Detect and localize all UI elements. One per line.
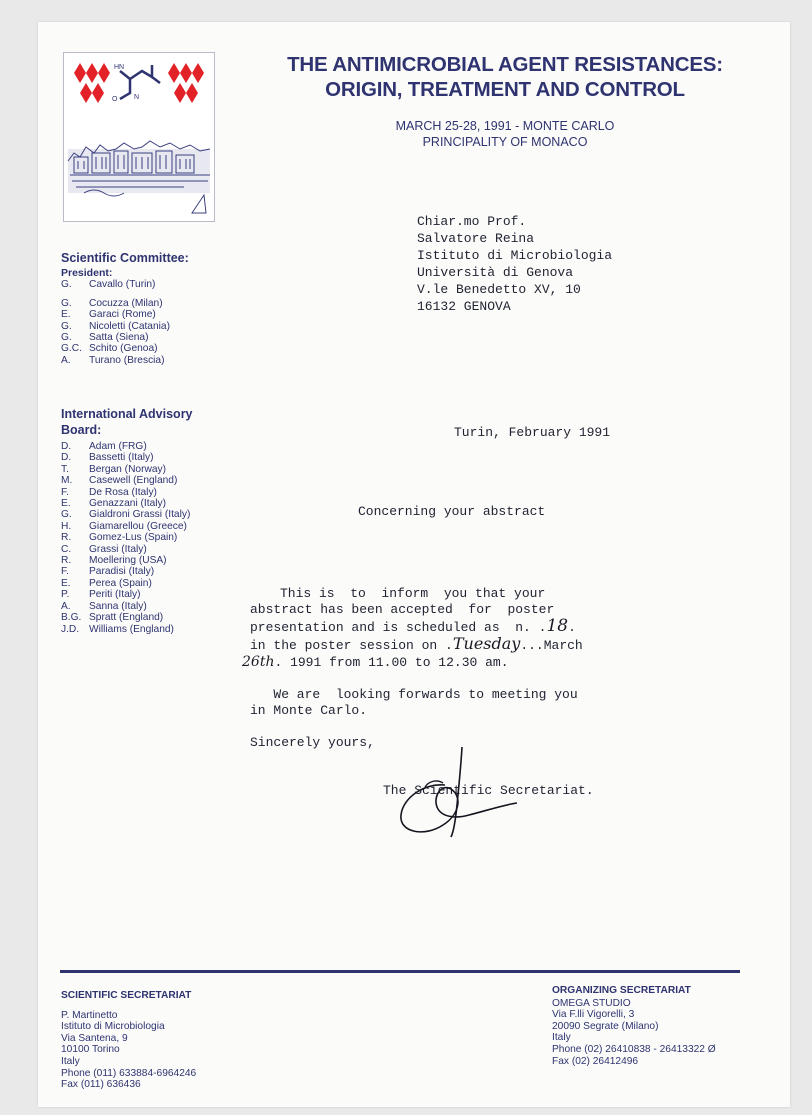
body-line-7: in Monte Carlo. [250, 703, 368, 718]
body-line-4-text: in the poster session on . [250, 638, 453, 653]
address-line: Chiar.mo Prof. [417, 214, 527, 229]
closing: Sincerely yours, [250, 735, 375, 750]
member-entry [61, 589, 193, 600]
conference-title-line-1: THE ANTIMICROBIAL AGENT RESISTANCES: [287, 53, 723, 76]
body-line-4 [250, 636, 654, 654]
body-line-6: We are looking forwards to meeting you [250, 687, 578, 702]
member-name: Cavallo (Turin) [89, 279, 156, 291]
address-line: Università di Genova [417, 265, 574, 280]
logo-letter-hn: HN [114, 64, 125, 71]
member-initial: M. [61, 475, 73, 487]
member-entry [61, 532, 193, 543]
conference-dates: MARCH 25-28, 1991 - MONTE CARLO [395, 119, 615, 133]
member-name: Giamarellou (Greece) [89, 520, 187, 532]
member-name: Gomez-Lus (Spain) [89, 532, 178, 544]
conference-details [340, 118, 670, 150]
member-initial: P. [61, 589, 70, 601]
address-line: V.le Benedetto XV, 10 [417, 282, 581, 297]
member-initial: G. [61, 279, 72, 291]
president-entry [61, 279, 189, 290]
conference-logo [63, 52, 215, 222]
footer-line: P. Martinetto [61, 1009, 118, 1021]
advisory-members [61, 441, 193, 635]
member-entry [61, 521, 193, 532]
member-name: Genazzani (Italy) [89, 498, 167, 510]
scientific-secretariat [61, 990, 196, 1091]
member-entry [61, 601, 193, 612]
member-entry [61, 298, 189, 309]
member-initial: A. [61, 354, 71, 366]
member-initial: G. [61, 297, 72, 309]
advisory-heading-line-2: Board: [61, 423, 102, 437]
member-entry [61, 332, 189, 343]
member-initial: R. [61, 532, 72, 544]
body-line-3-end: . [568, 620, 576, 635]
member-entry [61, 555, 193, 566]
body-line-4-end: ...March [520, 638, 583, 653]
member-name: De Rosa (Italy) [89, 486, 157, 498]
letter-subject: Concerning your abstract [358, 504, 546, 519]
member-initial: D. [61, 452, 72, 464]
president-label: President: [61, 267, 113, 279]
address-line: 16132 GENOVA [417, 299, 511, 314]
committee-heading: Scientific Committee: [61, 251, 189, 265]
advisory-board [61, 406, 193, 635]
conference-place: PRINCIPALITY OF MONACO [422, 135, 588, 149]
member-entry [61, 612, 193, 623]
member-name: Grassi (Italy) [89, 543, 147, 555]
member-initial: E. [61, 577, 71, 589]
member-entry [61, 452, 193, 463]
member-name: Adam (FRG) [89, 441, 147, 452]
address-line: Salvatore Reina [417, 231, 535, 246]
body-line-5 [242, 654, 654, 671]
member-initial: R. [61, 555, 72, 567]
signature-line: The Scientific Secretariat. [383, 783, 594, 798]
molecule-icon [120, 65, 160, 99]
member-initial: G. [61, 320, 72, 332]
member-initial: G. [61, 332, 72, 344]
member-entry [61, 309, 189, 320]
member-initial: E. [61, 309, 71, 321]
scientific-committee [61, 250, 189, 366]
handwritten-date: 26th [242, 654, 275, 670]
member-entry [61, 355, 189, 366]
member-name: Turano (Brescia) [89, 354, 165, 366]
footer-line: Fax (011) 636436 [61, 1079, 141, 1091]
advisory-heading-line-1: International Advisory [61, 407, 193, 421]
footer-line: OMEGA STUDIO [552, 997, 631, 1009]
organizing-secretariat-lines [552, 998, 716, 1068]
advisory-heading [61, 406, 193, 438]
sketch-shading [68, 149, 210, 193]
footer-line: Phone (02) 26410838 - 26413322 Ø [552, 1043, 716, 1055]
red-diamonds-right-icon [168, 63, 204, 103]
footer-line: Fax (02) 26412496 [552, 1055, 639, 1067]
member-entry [61, 321, 189, 332]
logo-letter-n: N [134, 94, 140, 101]
footer-line: Italy [61, 1055, 80, 1067]
member-name: Paradisi (Italy) [89, 566, 155, 578]
member-entry [61, 566, 193, 577]
footer-line: 10100 Torino [61, 1044, 120, 1056]
member-name: Moellering (USA) [89, 555, 167, 567]
member-name: Garaci (Rome) [89, 309, 156, 321]
member-entry [61, 544, 193, 555]
member-name: Cocuzza (Milan) [89, 297, 163, 309]
member-name: Bergan (Norway) [89, 463, 166, 475]
member-name: Williams (England) [89, 623, 174, 635]
member-initial: F. [61, 566, 69, 578]
handwritten-poster-number: 18 [546, 616, 569, 636]
address-line: Istituto di Microbiologia [417, 248, 613, 263]
member-initial: D. [61, 441, 72, 452]
member-entry [61, 578, 193, 589]
member-name: Sanna (Italy) [89, 600, 147, 612]
red-diamonds-left-icon [74, 63, 110, 103]
member-entry [61, 343, 189, 354]
member-initial: H. [61, 520, 72, 532]
member-initial: T. [61, 463, 69, 475]
footer-line: Via F.lli Vigorelli, 3 [552, 1009, 635, 1021]
footer-divider [60, 970, 740, 973]
member-entry [61, 464, 193, 475]
body-line-3-text: presentation and is scheduled as n. . [250, 620, 547, 635]
member-name: Satta (Siena) [89, 332, 149, 344]
member-entry [61, 509, 193, 520]
recipient-address [417, 213, 612, 315]
body-line-5-text: . 1991 from 11.00 to 12.30 am. [274, 655, 509, 670]
member-initial: J.D. [61, 623, 80, 635]
conference-title-line-2: ORIGIN, TREATMENT AND CONTROL [325, 78, 685, 101]
scientific-secretariat-title: SCIENTIFIC SECRETARIAT [61, 990, 192, 1001]
scientific-secretariat-lines [61, 1010, 196, 1091]
footer-line: 20090 Segrate (Milano) [552, 1020, 659, 1032]
organizing-secretariat-title: ORGANIZING SECRETARIAT [552, 985, 691, 996]
member-name: Casewell (England) [89, 475, 178, 487]
member-initial: B.G. [61, 612, 82, 624]
committee-members [61, 298, 189, 366]
footer-line: Via Santena, 9 [61, 1032, 128, 1044]
member-initial: C. [61, 543, 72, 555]
organizing-secretariat [552, 985, 716, 1067]
member-entry [61, 441, 193, 452]
member-name: Nicoletti (Catania) [89, 320, 170, 332]
member-entry [61, 498, 193, 509]
body-line-1: This is to inform you that your [280, 586, 546, 601]
member-entry [61, 487, 193, 498]
member-initial: F. [61, 486, 69, 498]
member-entry [61, 475, 193, 486]
member-name: Perea (Spain) [89, 577, 152, 589]
footer-line: Istituto di Microbiologia [61, 1021, 165, 1033]
body-line-2: abstract has been accepted for poster [250, 602, 555, 617]
member-initial: G. [61, 509, 72, 521]
member-initial: E. [61, 498, 71, 510]
logo-letter-o: O [112, 96, 118, 103]
member-entry [61, 624, 193, 635]
handwritten-day: Tuesday [452, 634, 521, 653]
member-initial: G.C. [61, 343, 82, 355]
conference-title [240, 52, 770, 102]
member-name: Spratt (England) [89, 612, 164, 624]
member-name: Bassetti (Italy) [89, 452, 154, 464]
member-name: Schito (Genoa) [89, 343, 158, 355]
member-name: Periti (Italy) [89, 589, 141, 601]
handwritten-signature-icon [385, 745, 525, 845]
logo-graphic [64, 53, 214, 221]
member-initial: A. [61, 600, 71, 612]
member-name: Gialdroni Grassi (Italy) [89, 509, 191, 521]
footer-line: Italy [552, 1032, 571, 1044]
footer-line: Phone (011) 633884-6964246 [61, 1067, 197, 1079]
letter-date: Turin, February 1991 [454, 425, 611, 440]
